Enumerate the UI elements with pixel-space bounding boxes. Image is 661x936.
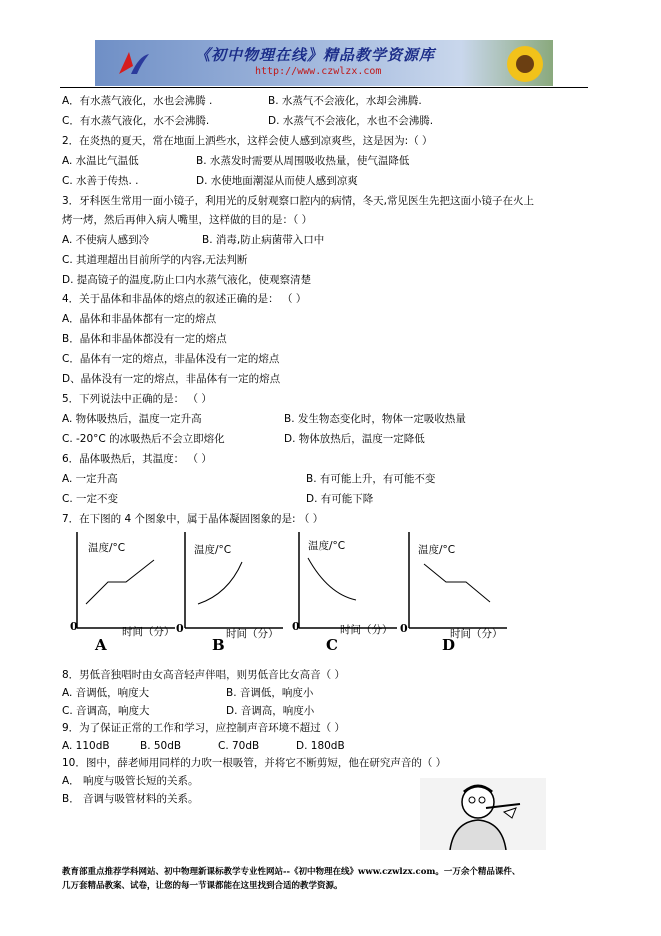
q3-stem-cont: 烤一烤，然后再伸入病人嘴里，这样做的目的是：（ ）: [62, 214, 313, 226]
q3-option-a: A. 不使病人感到冷: [62, 234, 150, 246]
graph-d-origin: 0: [400, 622, 408, 635]
graph-c-origin: 0: [292, 620, 300, 633]
q2-stem: 2．在炎热的夏天，常在地面上洒些水，这样会使人感到凉爽些，这是因为:（ ）: [62, 135, 433, 147]
footer-line-1: 教育部重点推荐学科网站、初中物理新课标教学专业性网站--《初中物理在线》www.czwlzx.com。一万余个精品课件、: [62, 867, 521, 877]
banner-title: 《初中物理在线》精品教学资源库: [195, 46, 436, 64]
q3-option-c: C. 其道理超出目前所学的内容,无法判断: [62, 254, 248, 266]
q9-option-d: D. 180dB: [296, 740, 345, 752]
sunflower-icon: [503, 42, 547, 86]
q5-stem: 5．下列说法中正确的是： （ ）: [62, 393, 212, 405]
q3-stem: 3．牙科医生常用一面小镜子，利用光的反射观察口腔内的病情，冬天,常见医生先把这面小镜子在火上: [62, 195, 535, 207]
q1-option-a: A．有水蒸气液化，水也会沸腾 .: [62, 95, 213, 107]
graph-a-letter: A: [95, 636, 107, 654]
q9-option-a: A. 110dB: [62, 740, 110, 752]
graph-b-letter: B: [212, 636, 225, 654]
graph-d-xlabel: 时间（分）: [450, 628, 503, 640]
q10-option-a: A． 响度与吸管长短的关系。: [62, 775, 199, 787]
q10-option-b: B． 音调与吸管材料的关系。: [62, 793, 199, 805]
footer-line-2: 几万套精品教案、试卷，让您的每一节课都能在这里找到合适的教学资源。: [62, 881, 343, 891]
q2-option-d: D. 水使地面潮湿从而使人感到凉爽: [196, 175, 358, 187]
graph-b-origin: 0: [176, 622, 184, 635]
teacher-straw-illustration: [420, 778, 546, 850]
graph-b-curve: [198, 562, 242, 604]
q5-option-c: C. -20°C 的冰吸热后不会立即熔化: [62, 433, 225, 445]
q1-option-b: B. 水蒸气不会液化，水却会沸腾.: [268, 95, 422, 107]
banner-url[interactable]: http://www.czwlzx.com: [255, 66, 382, 77]
q2-option-a: A. 水温比气温低: [62, 155, 139, 167]
graph-d-ylabel: 温度/°C: [418, 544, 456, 556]
q6-stem: 6．晶体吸热后，其温度： （ ）: [62, 453, 212, 465]
q5-option-b: B. 发生物态变化时，物体一定吸收热量: [284, 413, 466, 425]
graph-b-ylabel: 温度/°C: [194, 544, 232, 556]
q10-stem: 10．图中，薛老师用同样的力吹一根吸管，并将它不断剪短，他在研究声音的（ ）: [62, 757, 447, 769]
q1-option-c: C．有水蒸气液化，水不会沸腾.: [62, 115, 210, 127]
header-banner: [95, 40, 553, 86]
q8-option-a: A. 音调低，响度大: [62, 687, 150, 699]
q9-stem: 9．为了保证正常的工作和学习，应控制声音环境不超过（ ）: [62, 722, 346, 734]
q8-option-d: D. 音调高，响度小: [226, 705, 315, 717]
q4-option-a: A．晶体和非晶体都有一定的熔点: [62, 313, 217, 325]
q4-option-d: D、晶体没有一定的熔点，非晶体有一定的熔点: [62, 373, 281, 385]
q7-stem: 7．在下图的 4 个图象中，属于晶体凝固图象的是: （ ）: [62, 513, 324, 525]
q2-option-b: B. 水蒸发时需要从周围吸收热量，使气温降低: [196, 155, 410, 167]
q6-option-d: D. 有可能下降: [306, 493, 374, 505]
graph-b-xlabel: 时间（分）: [226, 628, 279, 640]
header-rule: [60, 87, 588, 88]
graph-a-origin: 0: [70, 620, 78, 633]
q2-option-c: C. 水善于传热. .: [62, 175, 139, 187]
q3-option-b: B. 消毒,防止病菌带入口中: [202, 234, 325, 246]
graph-d-letter: D: [442, 636, 456, 654]
graph-d-curve: [424, 564, 490, 602]
q4-option-b: B．晶体和非晶体都没有一定的熔点: [62, 333, 227, 345]
q4-option-c: C．晶体有一定的熔点，非晶体没有一定的熔点: [62, 353, 280, 365]
q8-option-c: C. 音调高，响度大: [62, 705, 150, 717]
graph-a-ylabel: 温度/°C: [88, 542, 126, 554]
q9-option-b: B. 50dB: [140, 740, 182, 752]
q6-option-b: B. 有可能上升，有可能不变: [306, 473, 436, 485]
q6-option-c: C. 一定不变: [62, 493, 119, 505]
graph-a-xlabel: 时间（分）: [122, 626, 175, 638]
q5-option-d: D. 物体放热后，温度一定降低: [284, 433, 425, 445]
graph-c-curve: [308, 558, 356, 600]
q9-option-c: C. 70dB: [218, 740, 260, 752]
graph-c-xlabel: 时间（分）: [340, 624, 393, 636]
graph-c-ylabel: 温度/°C: [308, 540, 346, 552]
q4-stem: 4．关于晶体和非晶体的熔点的叙述正确的是： （ ）: [62, 293, 307, 305]
q5-option-a: A. 物体吸热后，温度一定升高: [62, 413, 202, 425]
q6-option-a: A. 一定升高: [62, 473, 118, 485]
page-footer: [62, 865, 602, 893]
q8-option-b: B. 音调低，响度小: [226, 687, 314, 699]
q8-stem: 8．男低音独唱时由女高音轻声伴唱，则男低音比女高音（ ）: [62, 669, 346, 681]
q1-option-d: D. 水蒸气不会液化，水也不会沸腾.: [268, 115, 434, 127]
graph-a-curve: [86, 560, 154, 604]
graph-c-letter: C: [326, 636, 338, 654]
q3-option-d: D. 提高镜子的温度,防止口内水蒸气液化，使观察清楚: [62, 274, 312, 286]
site-logo-icon: [115, 48, 153, 78]
